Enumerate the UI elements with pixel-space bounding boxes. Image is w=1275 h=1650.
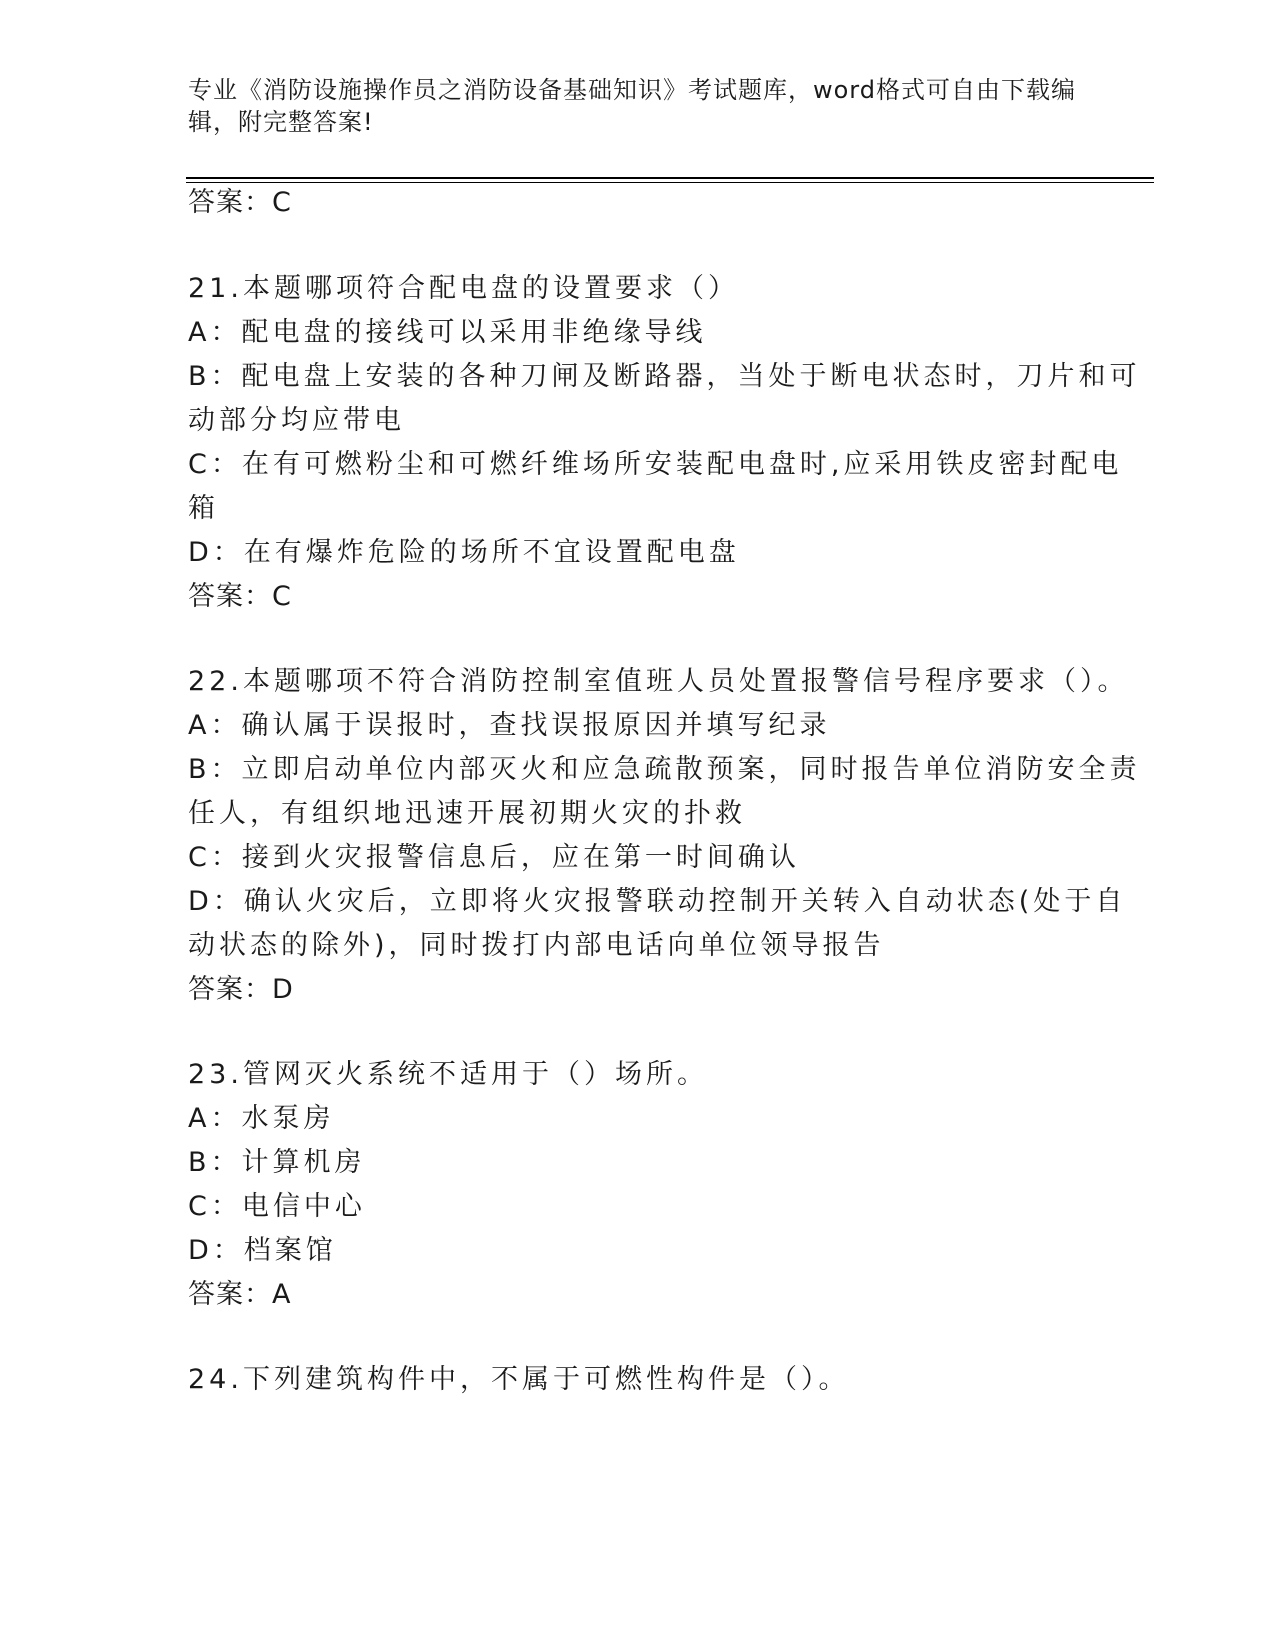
previous-answer: 答案：C: [188, 187, 292, 218]
question-23-option-c: C：电信中心: [188, 1191, 366, 1222]
question-23-option-b: B：计算机房: [188, 1147, 366, 1178]
question-21-option-b: B：配电盘上安装的各种刀闸及断路器，当处于断电状态时，刀片和可: [188, 361, 1141, 392]
question-21-option-b-cont: 动部分均应带电: [188, 405, 405, 436]
header-line-1: 专业《消防设施操作员之消防设备基础知识》考试题库，word格式可自由下载编: [188, 76, 1076, 104]
question-22-option-d-cont: 动状态的除外)，同时拨打内部电话向单位领导报告: [188, 930, 885, 961]
header-divider-thin: [186, 182, 1154, 183]
question-22-answer: 答案：D: [188, 974, 294, 1005]
question-21-option-c-cont: 箱: [188, 493, 219, 524]
header-divider-thick: [186, 177, 1154, 179]
question-23-stem: 23.管网灭火系统不适用于（）场所。: [188, 1059, 708, 1090]
question-22-option-b-cont: 任人，有组织地迅速开展初期火灾的扑救: [188, 798, 746, 829]
header-line-2: 辑，附完整答案!: [188, 108, 374, 136]
question-23-answer: 答案：A: [188, 1279, 292, 1310]
question-23-option-a: A：水泵房: [188, 1103, 335, 1134]
document-header: [188, 74, 1078, 138]
question-22-stem: 22.本题哪项不符合消防控制室值班人员处置报警信号程序要求（）。: [188, 666, 1129, 697]
question-21-option-d: D：在有爆炸危险的场所不宜设置配电盘: [188, 537, 740, 568]
question-22-option-b: B：立即启动单位内部灭火和应急疏散预案，同时报告单位消防安全责: [188, 754, 1141, 785]
question-21-answer: 答案：C: [188, 581, 292, 612]
question-22-option-d: D：确认火灾后，立即将火灾报警联动控制开关转入自动状态(处于自: [188, 886, 1127, 917]
question-21-option-c: C：在有可燃粉尘和可燃纤维场所安装配电盘时,应采用铁皮密封配电: [188, 449, 1123, 480]
question-21-stem: 21.本题哪项符合配电盘的设置要求（）: [188, 273, 739, 304]
question-22-option-c: C：接到火灾报警信息后，应在第一时间确认: [188, 842, 800, 873]
question-22-option-a: A：确认属于误报时，查找误报原因并填写纪录: [188, 710, 831, 741]
question-24-stem: 24.下列建筑构件中，不属于可燃性构件是（）。: [188, 1364, 850, 1395]
question-21-option-a: A：配电盘的接线可以采用非绝缘导线: [188, 317, 707, 348]
question-23-option-d: D：档案馆: [188, 1235, 337, 1266]
